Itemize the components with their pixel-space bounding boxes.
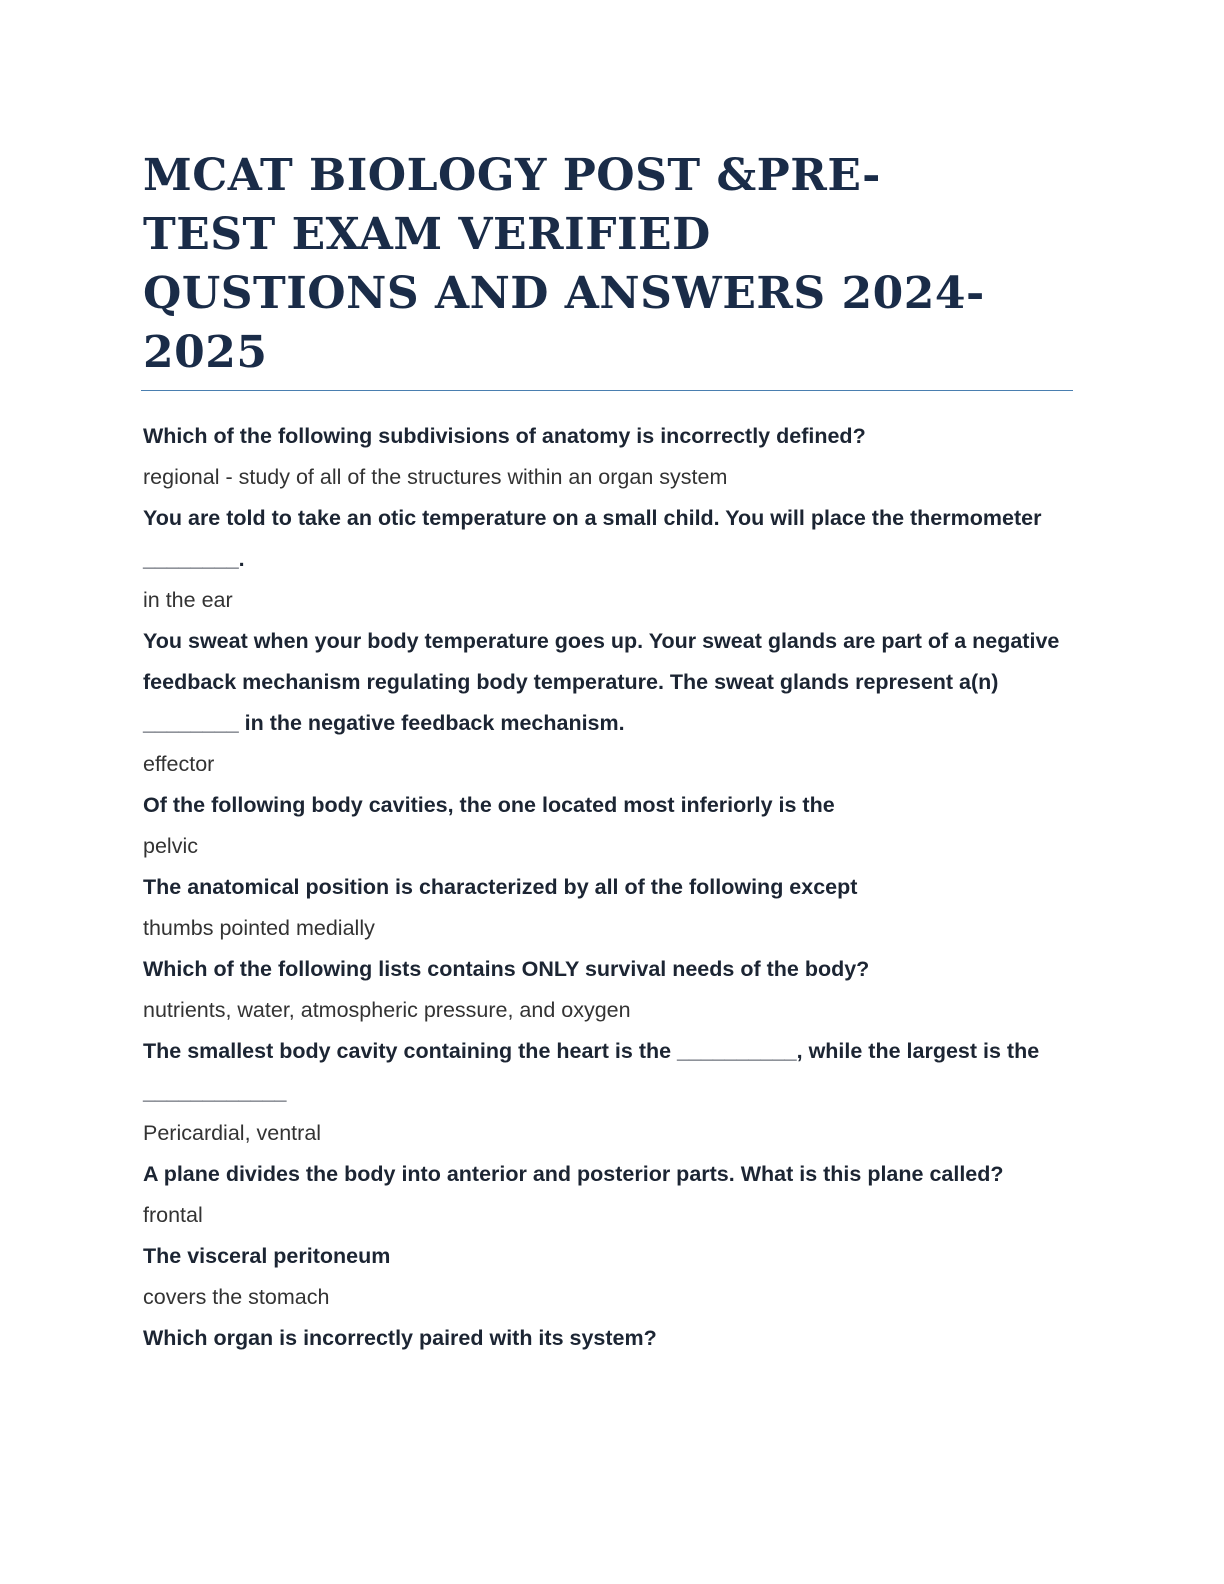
answer-text: covers the stomach	[143, 1285, 330, 1309]
answer-text: regional - study of all of the structures within an organ system	[143, 465, 728, 489]
qa-item	[143, 498, 1078, 621]
qa-item	[143, 1154, 1078, 1236]
qa-list	[143, 416, 1078, 1359]
qa-item	[143, 785, 1078, 867]
qa-item	[143, 1031, 1078, 1154]
qa-item	[143, 1318, 1078, 1359]
question-text: The smallest body cavity containing the heart is the __________, while the largest is the ____________	[143, 1039, 1040, 1104]
qa-item	[143, 949, 1078, 1031]
question-text: A plane divides the body into anterior and posterior parts. What is this plane called?	[143, 1162, 1004, 1186]
question-text: You sweat when your body temperature goes up. Your sweat glands are part of a negative feedback mechanism regulating body temperature. The sweat glands represent a(n) ________ in the negative feedback mechanism.	[143, 629, 1060, 735]
qa-item	[143, 416, 1078, 498]
answer-text: nutrients, water, atmospheric pressure, and oxygen	[143, 998, 631, 1022]
question-text: You are told to take an otic temperature on a small child. You will place the thermometer ________.	[143, 506, 1042, 571]
answer-text: frontal	[143, 1203, 203, 1227]
answer-text: in the ear	[143, 588, 233, 612]
document-title: MCAT BIOLOGY POST &PRE- TEST EXAM VERIFIED QUSTIONS AND ANSWERS 2024- 2025	[143, 150, 985, 378]
question-text: Which organ is incorrectly paired with its system?	[143, 1326, 657, 1350]
qa-item	[143, 621, 1078, 785]
question-text: Which of the following lists contains ONLY survival needs of the body?	[143, 957, 870, 981]
question-text: Of the following body cavities, the one located most inferiorly is the	[143, 793, 835, 817]
question-text: The anatomical position is characterized by all of the following except	[143, 875, 858, 899]
qa-item	[143, 867, 1078, 949]
question-text: The visceral peritoneum	[143, 1244, 391, 1268]
answer-text: Pericardial, ventral	[143, 1121, 322, 1145]
qa-item	[143, 1236, 1078, 1318]
answer-text: pelvic	[143, 834, 198, 858]
answer-text: thumbs pointed medially	[143, 916, 375, 940]
title-divider	[141, 390, 1073, 391]
question-text: Which of the following subdivisions of anatomy is incorrectly defined?	[143, 424, 866, 448]
answer-text: effector	[143, 752, 215, 776]
